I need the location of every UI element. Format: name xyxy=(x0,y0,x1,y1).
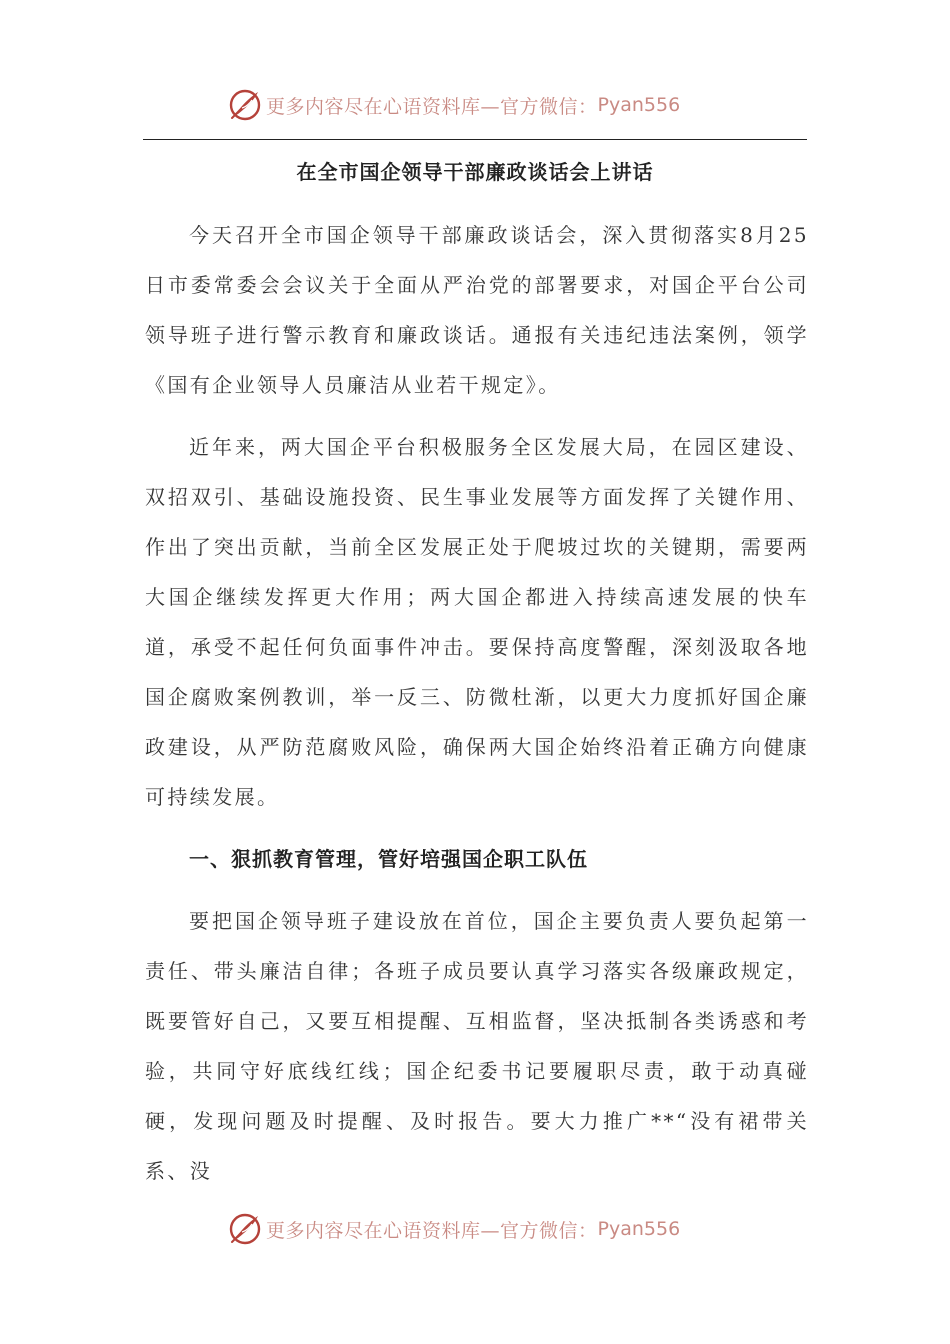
header-banner xyxy=(228,83,680,127)
wechat-id: Pyan556 xyxy=(597,1218,681,1240)
paragraph-1: 今天召开全市国企领导干部廉政谈话会，深入贯彻落实8月25日市委常委会会议关于全面从严治党的部署要求，对国企平台公司领导班子进行警示教育和廉政谈话。通报有关违纪违法案例，领学《国有企业领导人员廉洁从业若干规定》。 xyxy=(145,223,809,397)
quill-pen-logo-icon xyxy=(228,1212,262,1246)
section-heading-1: 一、狠抓教育管理，管好培强国企职工队伍 xyxy=(189,847,588,871)
quill-pen-logo-icon xyxy=(228,88,262,122)
header-divider xyxy=(143,139,807,140)
paragraph-2: 近年来，两大国企平台积极服务全区发展大局，在园区建设、双招双引、基础设施投资、民生事业发展等方面发挥了关键作用、作出了突出贡献，当前全区发展正处于爬坡过坎的关键期，需要两大国企继续发挥更大作用；两大国企都进入持续高速发展的快车道，承受不起任何负面事件冲击。要保持高度警醒，深刻汲取各地国企腐败案例教训，举一反三、防微杜渐，以更大力度抓好国企廉政建设，从严防范腐败风险，确保两大国企始终沿着正确方向健康可持续发展。 xyxy=(145,435,809,809)
banner-text: 更多内容尽在心语资料库—官方微信： xyxy=(266,95,598,118)
wechat-id: Pyan556 xyxy=(597,94,681,116)
banner-text: 更多内容尽在心语资料库—官方微信： xyxy=(266,1219,598,1242)
section-paragraph-1: 要把国企领导班子建设放在首位，国企主要负责人要负起第一责任、带头廉洁自律；各班子成员要认真学习落实各级廉政规定，既要管好自己，又要互相提醒、互相监督，坚决抵制各类诱惑和考验，共同守好底线红线；国企纪委书记要履职尽责，敢于动真碰硬，发现问题及时提醒、及时报告。要大力推广**“没有裙带关系、没 xyxy=(145,909,809,1183)
document-title: 在全市国企领导干部廉政谈话会上讲话 xyxy=(296,160,654,184)
footer-banner xyxy=(228,1207,680,1251)
